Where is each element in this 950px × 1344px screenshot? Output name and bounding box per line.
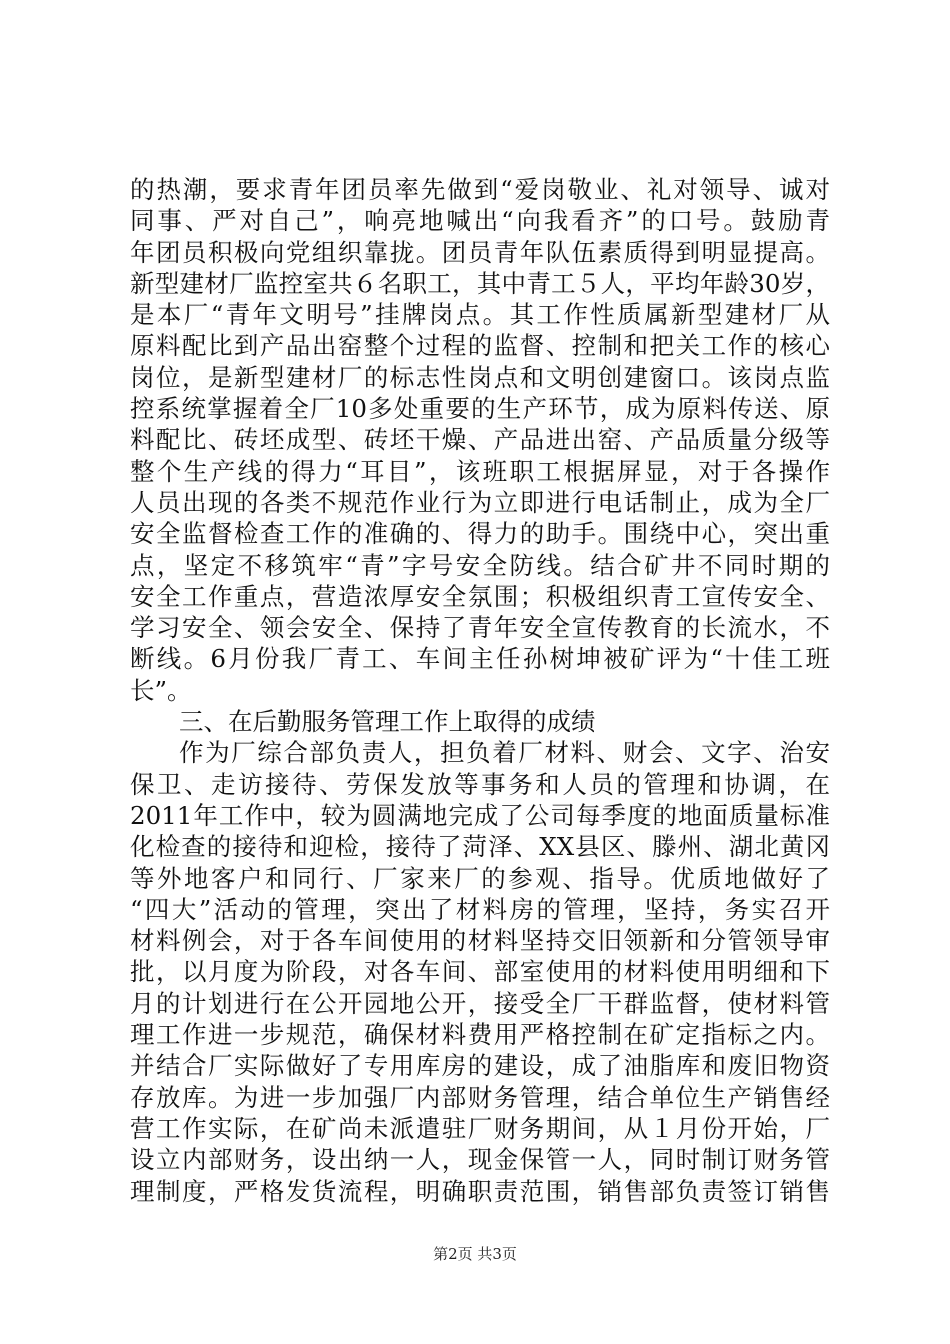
text-line: 的热潮，要求青年团员率先做到“爱岗敬业、礼对领导、诚对: [130, 175, 830, 204]
text-line: 原料配比到产品出窑整个过程的监督、控制和把关工作的核心: [130, 331, 830, 361]
text-line: 化检查的接待和迎检，接待了菏泽、XX县区、滕州、湖北黄冈: [130, 832, 830, 862]
document-body: [130, 174, 830, 1207]
text-line: 新型建材厂监控室共６名职工，其中青工５人，平均年龄30岁，: [130, 268, 830, 298]
text-line: 2011年工作中，较为圆满地完成了公司每季度的地面质量标准: [130, 800, 830, 830]
text-line: 等外地客户和同行、厂家来厂的参观、指导。优质地做好了: [130, 863, 830, 893]
section-heading: [130, 706, 830, 737]
text-line: 并结合厂实际做好了专用库房的建设，成了油脂库和废旧物资: [130, 1051, 830, 1081]
text-line: 学习安全、领会安全、保持了青年安全宣传教育的长流水，不: [130, 613, 830, 643]
text-line: 是本厂“青年文明号”挂牌岗点。其工作性质属新型建材厂从: [130, 300, 830, 330]
text-line: 年团员积极向党组织靠拢。团员青年队伍素质得到明显提高。: [130, 237, 830, 267]
text-line: 存放库。为进一步加强厂内部财务管理，结合单位生产销售经: [130, 1082, 830, 1112]
page-number-footer: 第2页 共3页: [433, 1245, 517, 1263]
paragraph-logistics: [130, 737, 830, 1206]
text-line: 安全监督检查工作的准确的、得力的助手。围绕中心，突出重: [130, 519, 830, 549]
text-line: 点，坚定不移筑牢“青”字号安全防线。结合矿井不同时期的: [130, 550, 830, 580]
text-line: 作为厂综合部负责人，担负着厂材料、财会、文字、治安: [179, 738, 830, 768]
text-line: 材料例会，对于各车间使用的材料坚持交旧领新和分管领导审: [130, 926, 830, 956]
text-line: 批，以月度为阶段，对各车间、部室使用的材料使用明细和下: [130, 957, 830, 987]
section-heading-text: 三、在后勤服务管理工作上取得的成绩: [179, 707, 596, 737]
text-line: 控系统掌握着全厂10多处重要的生产环节，成为原料传送、原: [130, 394, 830, 424]
text-line: 安全工作重点，营造浓厚安全氛围；积极组织青工宣传安全、: [130, 581, 830, 611]
text-line: 理制度，严格发货流程，明确职责范围，销售部负责签订销售: [130, 1176, 830, 1206]
text-line: 设立内部财务，设出纳一人，现金保管一人，同时制订财务管: [130, 1145, 830, 1175]
text-line: 人员出现的各类不规范作业行为立即进行电话制止，成为全厂: [130, 487, 830, 517]
text-line: 料配比、砖坯成型、砖坯干燥、产品进出窑、产品质量分级等: [130, 425, 830, 455]
text-line: 营工作实际，在矿尚未派遣驻厂财务期间，从１月份开始，厂: [130, 1113, 830, 1143]
text-line: 整个生产线的得力“耳目”，该班职工根据屏显，对于各操作: [130, 456, 830, 486]
text-line: 岗位，是新型建材厂的标志性岗点和文明创建窗口。该岗点监: [130, 362, 830, 392]
text-line: 长”。: [130, 675, 192, 705]
text-line: 断线。6月份我厂青工、车间主任孙树坤被矿评为“十佳工班: [130, 644, 830, 674]
paragraph-continued: [130, 174, 830, 706]
text-line: 保卫、走访接待、劳保发放等事务和人员的管理和协调，在: [130, 769, 830, 799]
text-line: 月的计划进行在公开园地公开，接受全厂干群监督，使材料管: [130, 988, 830, 1018]
text-line: “四大”活动的管理，突出了材料房的管理，坚持，务实召开: [130, 894, 830, 924]
text-line: 同事、严对自己”，响亮地喊出“向我看齐”的口号。鼓励青: [130, 206, 830, 236]
text-line: 理工作进一步规范，确保材料费用严格控制在矿定指标之内。: [130, 1020, 830, 1050]
